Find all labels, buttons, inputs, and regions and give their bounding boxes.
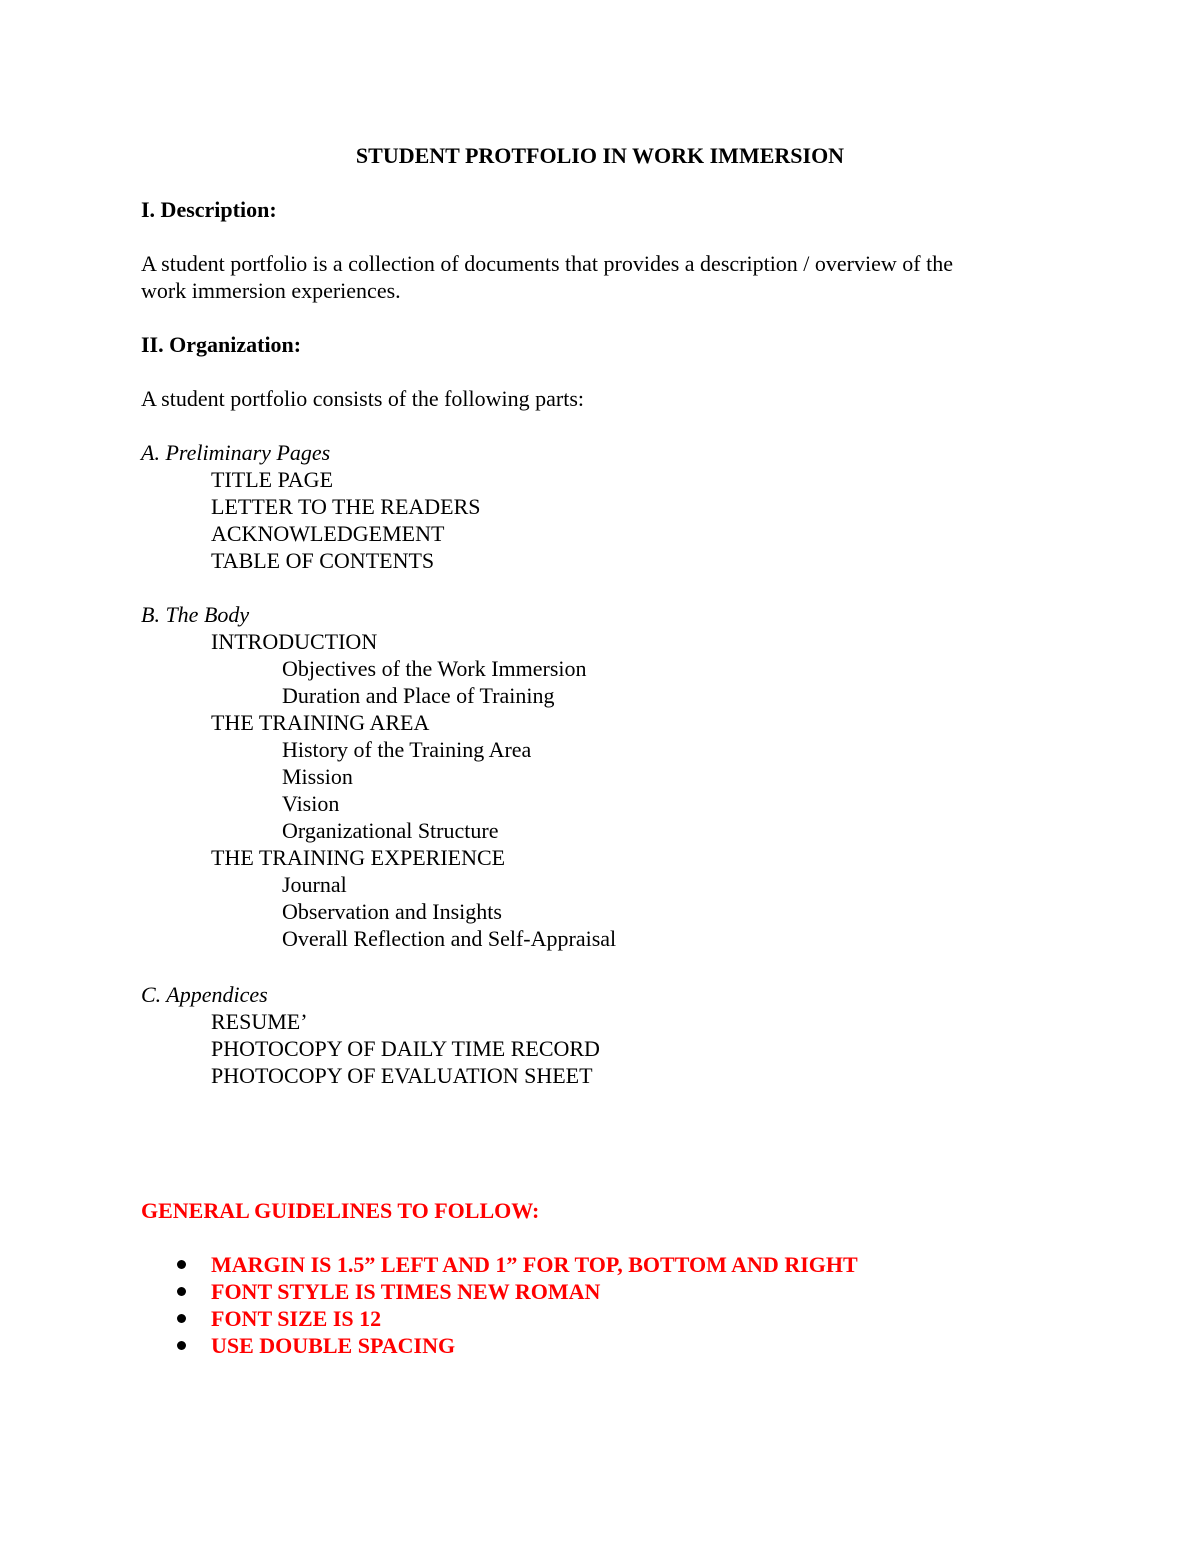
list-item: THE TRAINING AREA	[211, 710, 430, 735]
guideline-item: MARGIN IS 1.5” LEFT AND 1” FOR TOP, BOTTOM AND RIGHT	[211, 1252, 858, 1277]
description-heading: I. Description:	[141, 197, 277, 222]
body-heading: B. The Body	[141, 602, 250, 627]
list-item: PHOTOCOPY OF EVALUATION SHEET	[211, 1063, 593, 1088]
list-subitem: Observation and Insights	[282, 899, 502, 924]
list-subitem: Journal	[282, 872, 347, 897]
list-subitem: Overall Reflection and Self-Appraisal	[282, 926, 617, 951]
description-text-line-1: A student portfolio is a collection of documents that provides a description / overview of the	[141, 251, 953, 276]
appendices-heading: C. Appendices	[141, 982, 268, 1007]
list-item: TABLE OF CONTENTS	[211, 548, 435, 573]
organization-heading: II. Organization:	[141, 332, 302, 357]
list-item: INTRODUCTION	[211, 629, 378, 654]
organization-intro: A student portfolio consists of the following parts:	[141, 386, 585, 411]
guideline-item: FONT SIZE IS 12	[211, 1306, 382, 1331]
list-subitem: History of the Training Area	[282, 737, 532, 762]
list-item: LETTER TO THE READERS	[211, 494, 481, 519]
list-subitem: Organizational Structure	[282, 818, 499, 843]
guideline-item: FONT STYLE IS TIMES NEW ROMAN	[211, 1279, 601, 1304]
list-item: TITLE PAGE	[211, 467, 334, 492]
list-item: RESUME’	[211, 1009, 308, 1034]
list-item: ACKNOWLEDGEMENT	[211, 521, 445, 546]
list-subitem: Mission	[282, 764, 353, 789]
list-subitem: Vision	[282, 791, 340, 816]
guidelines-heading: GENERAL GUIDELINES TO FOLLOW:	[141, 1198, 540, 1223]
preliminary-pages-heading: A. Preliminary Pages	[141, 440, 331, 465]
list-item: THE TRAINING EXPERIENCE	[211, 845, 506, 870]
bullet-icon	[177, 1260, 186, 1269]
list-item: PHOTOCOPY OF DAILY TIME RECORD	[211, 1036, 600, 1061]
list-subitem: Objectives of the Work Immersion	[282, 656, 587, 681]
list-subitem: Duration and Place of Training	[282, 683, 555, 708]
guideline-item: USE DOUBLE SPACING	[211, 1333, 456, 1358]
bullet-icon	[177, 1314, 186, 1323]
bullet-icon	[177, 1341, 186, 1350]
document-title: STUDENT PROTFOLIO IN WORK IMMERSION	[355, 143, 845, 168]
bullet-icon	[177, 1287, 186, 1296]
description-text-line-2: work immersion experiences.	[141, 278, 401, 303]
